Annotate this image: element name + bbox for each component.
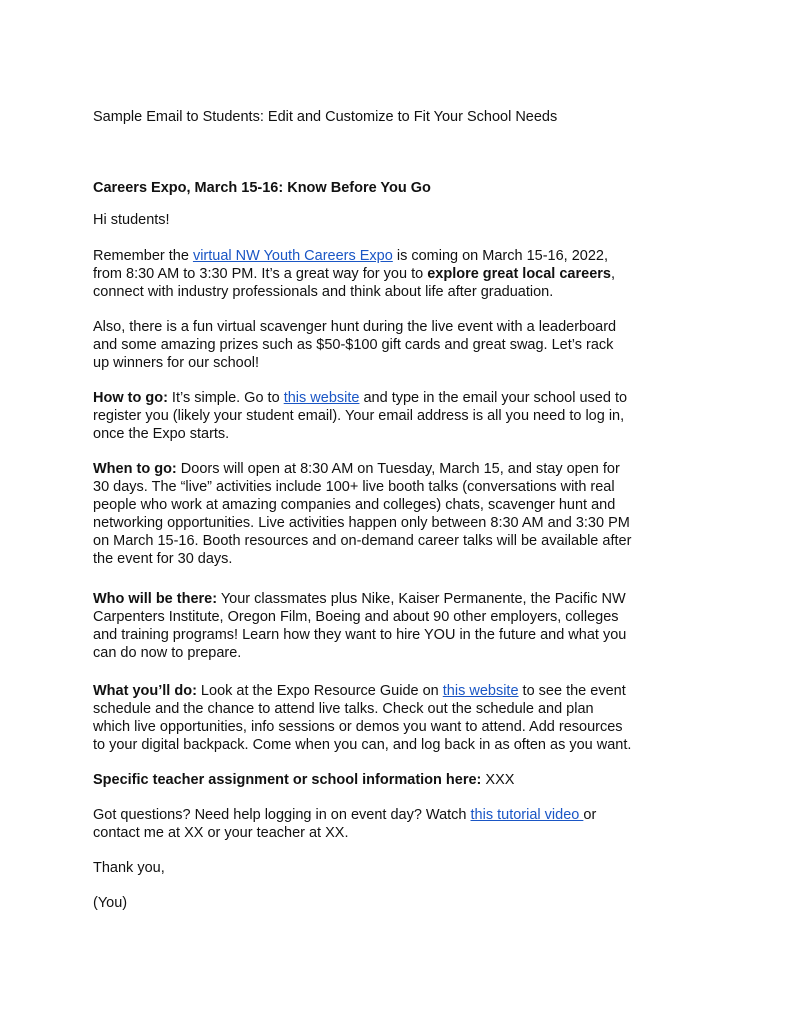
signature: (You) [93,895,128,911]
paragraph-when-to-go: When to go: Doors will open at 8:30 AM on Tuesday, March 15, and stay open for 30 days. The “live” activities include 100+ live booth talks (conversations with real people who work at amazing companies and colleges) chats, scavenger hunt and networking opportunities. Live activities happen only between 8:30 AM and 3:30 PM on March 15-16. Booth resources and on-demand career talks will be available after the event for 30 days. [93,461,632,567]
paragraph-scavenger: Also, there is a fun virtual scavenger hunt during the live event with a leaderboard and some amazing prizes such as $50-$100 gift cards and great swag. Let’s rack up winners for our school! [93,319,617,371]
when-label: When to go: [93,461,177,477]
paragraph-specific: Specific teacher assignment or school information here: XXX [93,772,515,788]
what-label: What you’ll do: [93,683,197,699]
website-link[interactable]: this website [283,390,360,406]
paragraph-intro: Remember the virtual NW Youth Careers Expo is coming on March 15-16, 2022, from 8:30 AM to 3:30 PM. It’s a great way for you to explore great local careers, connect with industry professionals and think about life after graduation. [93,248,616,300]
email-subject [93,179,653,197]
specific-label: Specific teacher assignment or school information here: [93,772,482,788]
resource-guide-link[interactable]: this website [442,683,519,699]
tutorial-video-link[interactable]: this tutorial video [470,807,584,823]
greeting: Hi students! [93,212,170,228]
paragraph-who: Who will be there: Your classmates plus Nike, Kaiser Permanente, the Pacific NW Carpenters Institute, Oregon Film, Boeing and about 90 other employers, colleges and training programs! Learn how they want to hire YOU in the future and what you can do now to prepare. [93,591,627,661]
how-label: How to go: [93,390,168,406]
paragraph-questions: Got questions? Need help logging in on event day? Watch this tutorial video or contact me at XX or your teacher at XX. [93,807,597,841]
expo-link[interactable]: virtual NW Youth Careers Expo [192,248,393,264]
who-label: Who will be there: [93,591,218,607]
bold-phrase: explore great local careers [427,266,611,282]
subject-text: Careers Expo, March 15-16: Know Before You Go [93,180,431,196]
document-title: Sample Email to Students: Edit and Customize to Fit Your School Needs [93,109,558,125]
paragraph-what: What you’ll do: Look at the Expo Resource Guide on this website to see the event schedule and the chance to attend live talks. Check out the schedule and plan which live opportunities, info sessions or demos you want to attend. Add resources to your digital backpack. Come when you can, and log back in as often as you want. [93,683,632,753]
paragraph-how-to-go: How to go: It’s simple. Go to this website and type in the email your school used to register you (likely your student email). Your email address is all you need to log in, once the Expo starts. [93,390,628,442]
closing: Thank you, [93,860,165,876]
